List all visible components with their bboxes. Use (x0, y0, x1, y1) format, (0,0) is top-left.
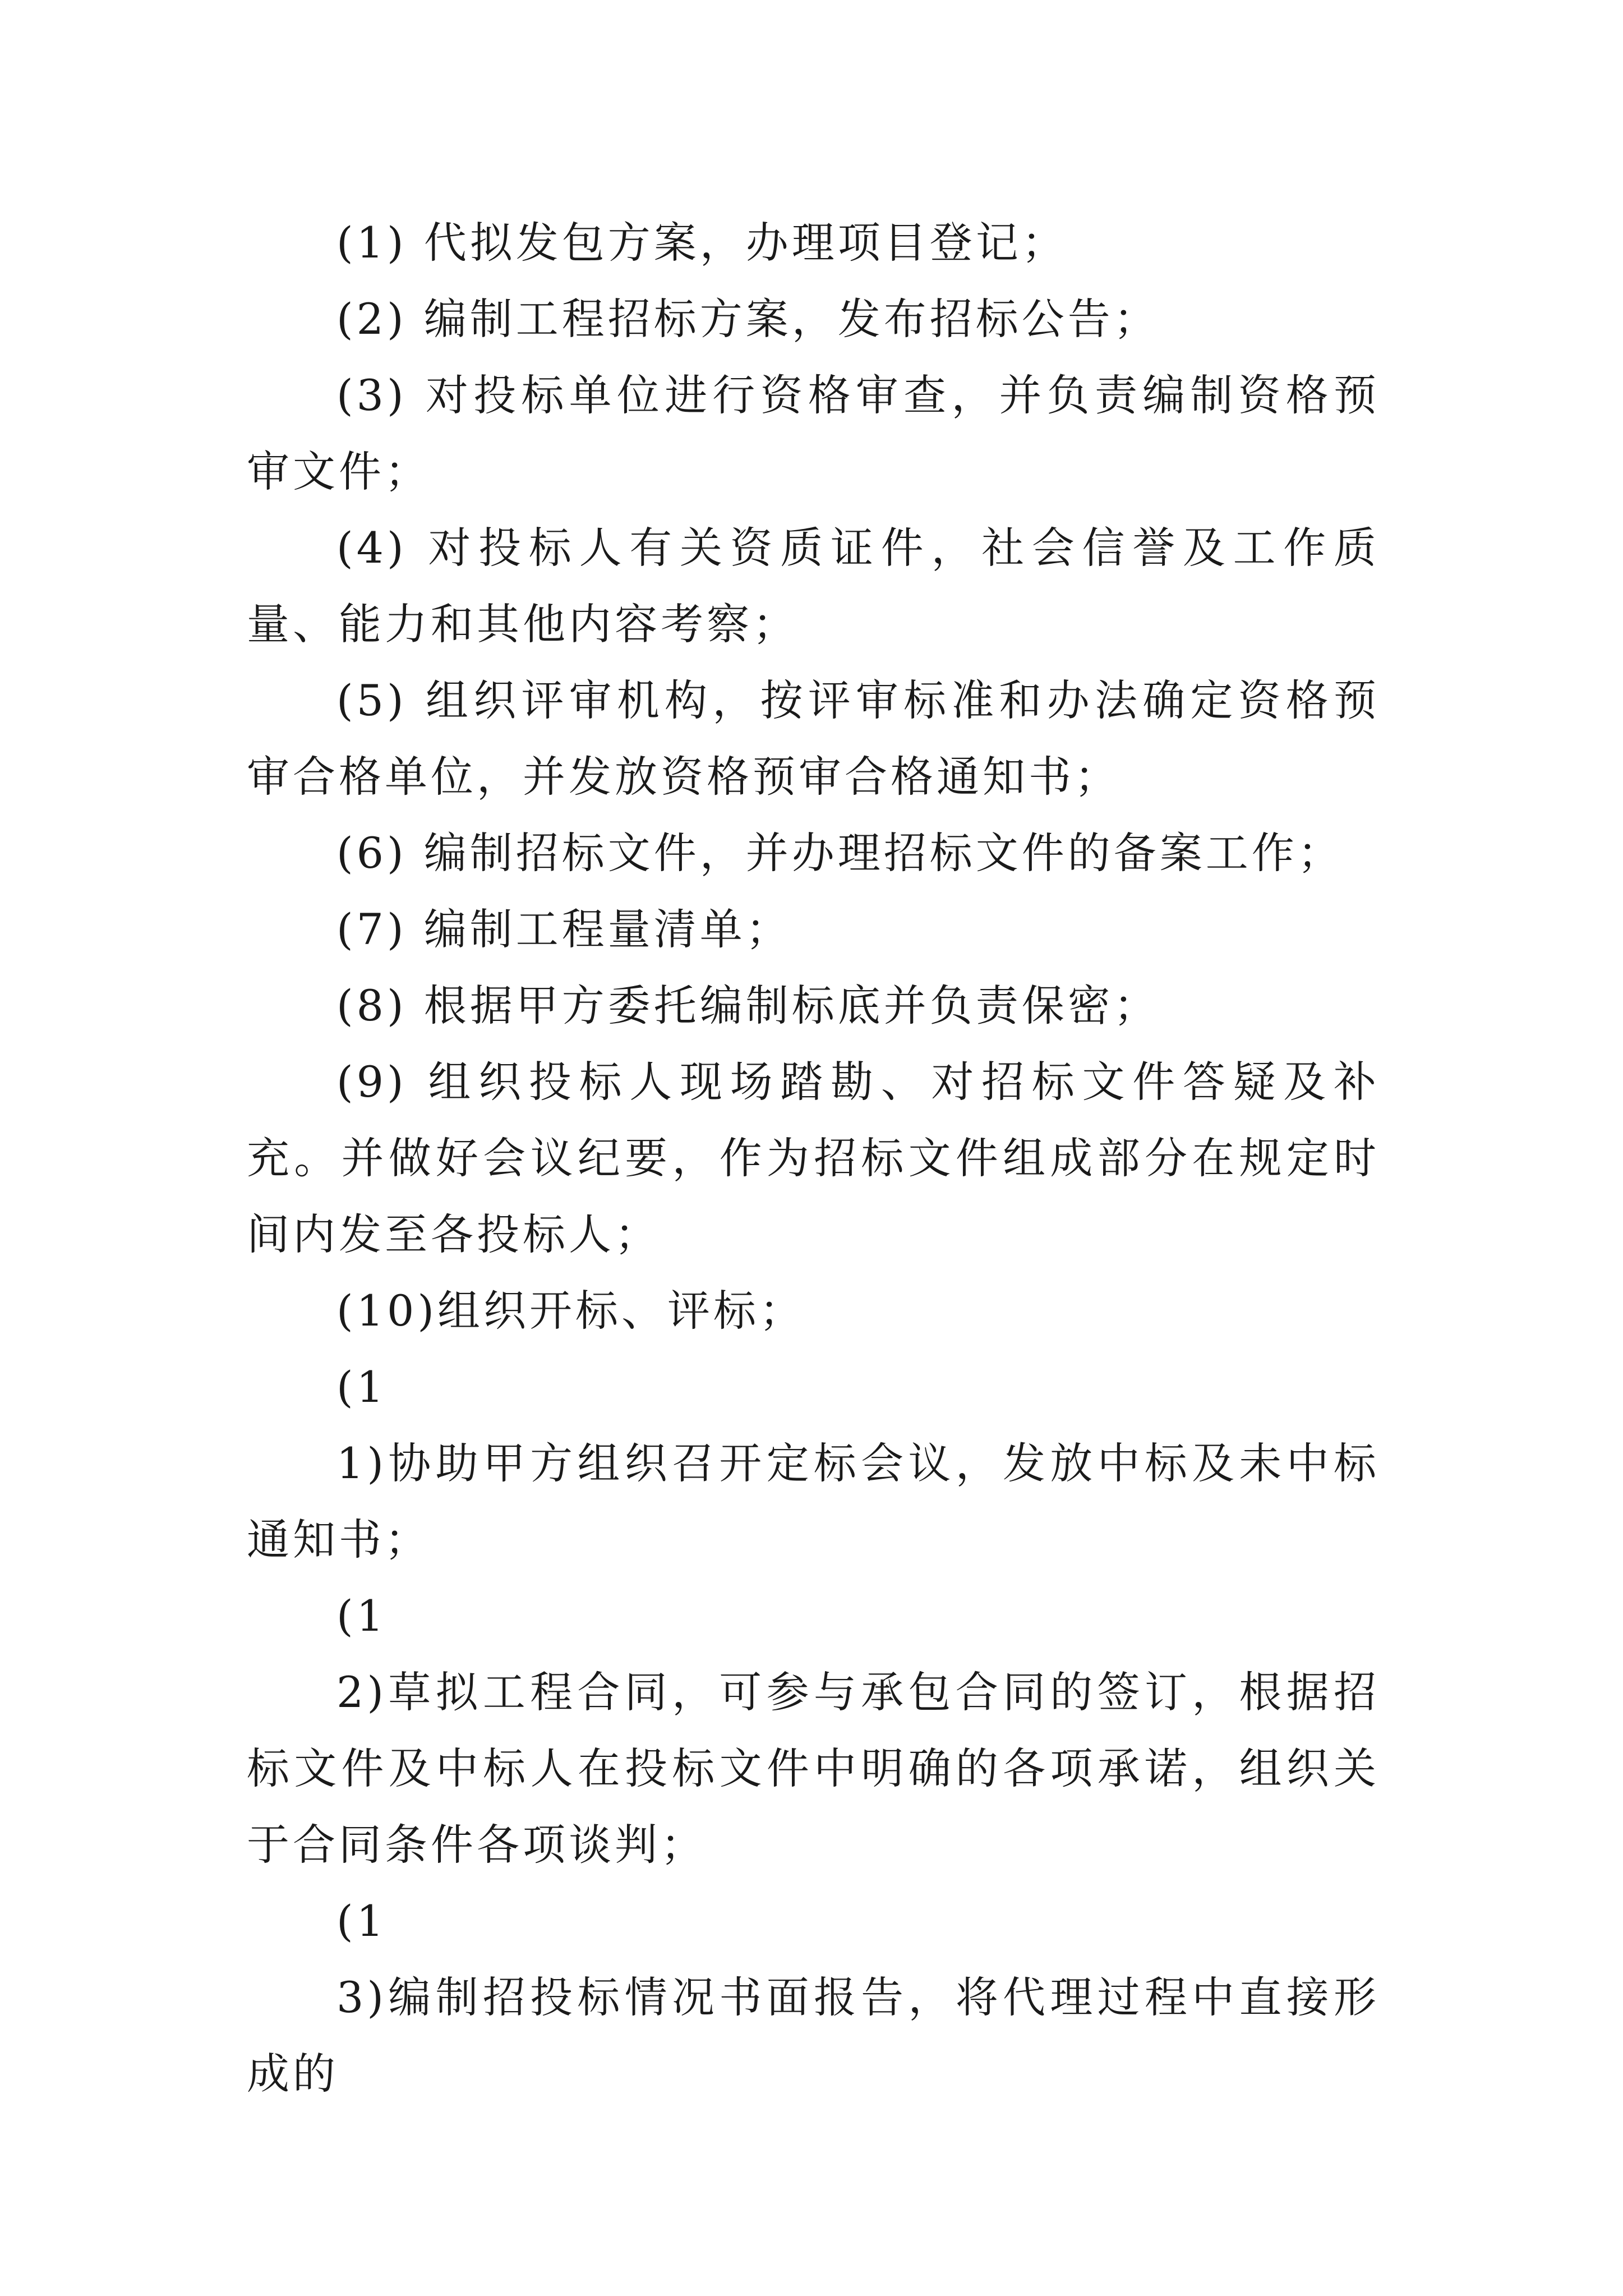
list-item-13-prefix: (1 (336, 1896, 388, 1946)
list-item-2: (2) 编制工程招标方案，发布招标公告； (336, 294, 1160, 344)
list-item-8: (8) 根据甲方委托编制标底并负责保密； (336, 981, 1160, 1030)
list-item-11: 1)协助甲方组织召开定标会议，发放中标及未中标通知书； (247, 1438, 1380, 1565)
list-item-12-prefix: (1 (336, 1591, 388, 1641)
list-item-3: (3) 对投标单位进行资格审查，并负责编制资格预审文件； (247, 370, 1380, 496)
list-item-12: 2)草拟工程合同，可参与承包合同的签订，根据招标文件及中标人在投标文件中明确的各项承诺，组织关于合同条件各项谈判； (247, 1667, 1380, 1870)
list-item-9: (9) 组织投标人现场踏勘、对招标文件答疑及补充。并做好会议纪要，作为招标文件组成部分在规定时间内发至各投标人； (247, 1057, 1380, 1259)
list-item-13: 3)编制招投标情况书面报告，将代理过程中直接形成的 (247, 1972, 1380, 2099)
list-item-5: (5) 组织评审机构，按评审标准和办法确定资格预审合格单位，并发放资格预审合格通知书； (247, 675, 1380, 802)
list-item-11-prefix: (1 (336, 1362, 388, 1412)
list-item-6: (6) 编制招标文件，并办理招标文件的备案工作； (336, 828, 1344, 878)
list-item-1: (1) 代拟发包方案，办理项目登记； (336, 218, 1068, 268)
list-item-10: (10)组织开标、评标； (336, 1286, 806, 1336)
list-item-7: (7) 编制工程量清单； (336, 904, 792, 954)
list-item-4: (4) 对投标人有关资质证件，社会信誉及工作质量、能力和其他内容考察； (247, 523, 1380, 649)
